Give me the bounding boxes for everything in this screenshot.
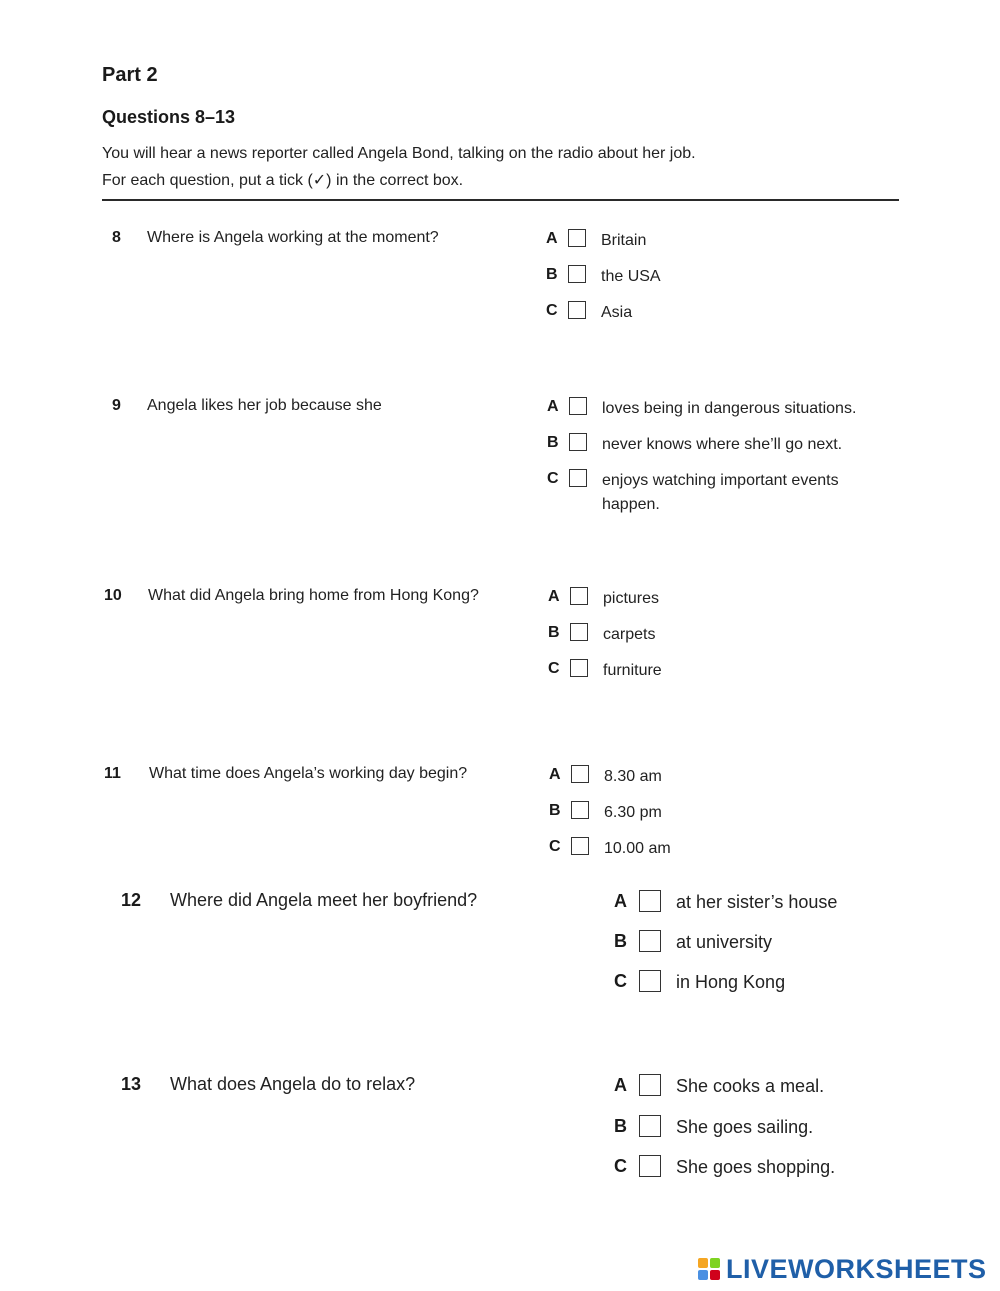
part-title: Part 2 xyxy=(102,64,158,86)
option-letter: C xyxy=(614,971,627,991)
question-number: 13 xyxy=(121,1074,142,1094)
answer-checkbox[interactable] xyxy=(568,265,586,283)
option-letter: B xyxy=(614,931,627,951)
answer-checkbox[interactable] xyxy=(571,801,589,819)
option-letter: B xyxy=(547,434,559,451)
option-text: She goes shopping. xyxy=(676,1157,836,1177)
option-letter: C xyxy=(549,838,561,855)
answer-checkbox[interactable] xyxy=(569,397,587,415)
option-text-continued: happen. xyxy=(602,496,660,513)
logo-text: LIVEWORKSHEETS xyxy=(726,1253,987,1284)
divider xyxy=(102,199,899,201)
liveworksheets-logo xyxy=(698,1254,987,1284)
option-letter: C xyxy=(547,470,559,487)
option-text: loves being in dangerous situations. xyxy=(602,400,857,417)
option-letter: A xyxy=(548,588,560,605)
answer-checkbox[interactable] xyxy=(570,659,588,677)
question-number: 10 xyxy=(104,587,122,604)
option-text: the USA xyxy=(601,268,661,285)
option-text: enjoys watching important events xyxy=(602,472,839,489)
question-text: Where is Angela working at the moment? xyxy=(147,229,439,246)
logo-square-icon xyxy=(698,1270,708,1280)
instruction-line-2: For each question, put a tick (✓) in the correct box. xyxy=(102,172,464,189)
question-text: Angela likes her job because she xyxy=(147,397,382,414)
question-text: Where did Angela meet her boyfriend? xyxy=(170,890,478,910)
option-text: pictures xyxy=(603,590,660,607)
option-text: She goes sailing. xyxy=(676,1117,814,1137)
question-text: What did Angela bring home from Hong Kong? xyxy=(148,587,479,604)
answer-checkbox[interactable] xyxy=(570,587,588,605)
logo-square-icon xyxy=(710,1270,720,1280)
question-number: 9 xyxy=(112,397,121,414)
question-text: What time does Angela’s working day begin? xyxy=(149,765,468,782)
option-text: never knows where she’ll go next. xyxy=(602,436,843,453)
option-text: furniture xyxy=(603,662,662,679)
option-text: 10.00 am xyxy=(604,840,671,857)
logo-mark-icon xyxy=(698,1258,720,1280)
option-letter: C xyxy=(548,660,560,677)
option-text: Britain xyxy=(601,232,647,249)
option-text: Asia xyxy=(601,304,633,321)
option-text: carpets xyxy=(603,626,656,643)
answer-checkbox[interactable] xyxy=(639,970,661,992)
answer-checkbox[interactable] xyxy=(639,1115,661,1137)
option-letter: C xyxy=(614,1156,627,1176)
answer-checkbox[interactable] xyxy=(570,623,588,641)
answer-checkbox[interactable] xyxy=(639,890,661,912)
option-text: 8.30 am xyxy=(604,768,662,785)
option-letter: B xyxy=(548,624,560,641)
question-number: 11 xyxy=(104,765,121,782)
question-number: 12 xyxy=(121,890,142,910)
answer-checkbox[interactable] xyxy=(571,837,589,855)
option-text: at her sister’s house xyxy=(676,892,838,912)
option-letter: A xyxy=(614,1075,627,1095)
logo-square-icon xyxy=(710,1258,720,1268)
answer-checkbox[interactable] xyxy=(639,1155,661,1177)
option-letter: B xyxy=(549,802,561,819)
answer-checkbox[interactable] xyxy=(569,469,587,487)
answer-checkbox[interactable] xyxy=(639,930,661,952)
option-letter: A xyxy=(547,398,559,415)
answer-checkbox[interactable] xyxy=(571,765,589,783)
question-number: 8 xyxy=(112,229,121,246)
option-letter: C xyxy=(546,302,558,319)
option-text: at university xyxy=(676,932,773,952)
option-letter: A xyxy=(614,891,627,911)
option-letter: B xyxy=(546,266,558,283)
answer-checkbox[interactable] xyxy=(569,433,587,451)
question-text: What does Angela do to relax? xyxy=(170,1074,416,1094)
option-letter: A xyxy=(549,766,561,783)
answer-checkbox[interactable] xyxy=(568,301,586,319)
logo-square-icon xyxy=(698,1258,708,1268)
questions-heading: Questions 8–13 xyxy=(102,107,236,127)
option-letter: A xyxy=(546,230,558,247)
instruction-line-1: You will hear a news reporter called Angela Bond, talking on the radio about her job. xyxy=(102,145,696,162)
option-letter: B xyxy=(614,1116,627,1136)
answer-checkbox[interactable] xyxy=(639,1074,661,1096)
option-text: She cooks a meal. xyxy=(676,1076,825,1096)
option-text: 6.30 pm xyxy=(604,804,662,821)
option-text: in Hong Kong xyxy=(676,972,786,992)
answer-checkbox[interactable] xyxy=(568,229,586,247)
